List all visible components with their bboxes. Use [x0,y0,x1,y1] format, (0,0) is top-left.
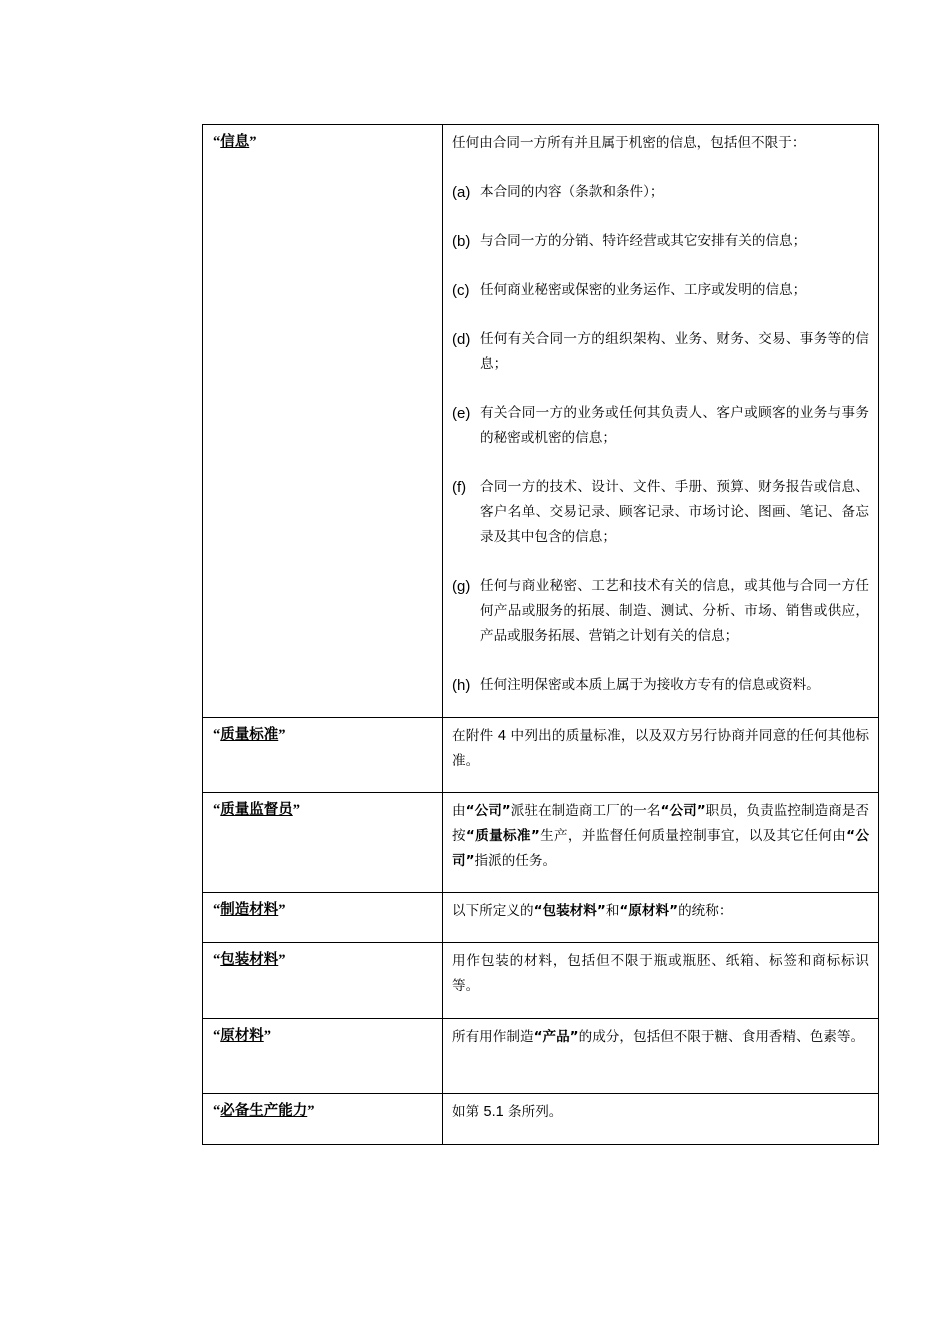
definition-text: 在附件 4 中列出的质量标准，以及双方另行协商并同意的任何其他标准。 [452,728,870,769]
definition-cell [443,943,879,1019]
term-label: “质量标准” [213,727,286,743]
definition-row-manufacturing-materials [203,893,879,943]
list-item: (c) 任何商业秘密或保密的业务运作、工序或发明的信息； [452,282,807,299]
list-item: (g) 任何与商业秘密、工艺和技术有关的信息，或其他与合同一方任何产品或服务的拓展、制造、测试、分析、市场、销售或供应，产品或服务拓展、营销之计划有关的信息； [452,578,869,644]
term-cell [203,1094,443,1145]
term-cell [203,1019,443,1094]
definition-cell [443,718,879,793]
definition-cell [443,793,879,893]
definition-row-required-capacity [203,1094,879,1145]
list-item: (f) 合同一方的技术、设计、文件、手册、预算、财务报告或信息、客户名单、交易记录、顾客记录、市场讨论、图画、笔记、备忘录及其中包含的信息； [452,479,869,545]
definitions-table [202,124,879,1145]
definition-row-quality-inspector [203,793,879,893]
definition-row-quality-standard [203,718,879,793]
definition-text: 所有用作制造“产品”的成分，包括但不限于糖、食用香精、色素等。 [452,1029,865,1045]
term-label: “信息” [213,134,257,150]
term-cell [203,893,443,943]
definition-row-raw-materials [203,1019,879,1094]
term-label: “包装材料” [213,952,286,968]
term-label: “原材料” [213,1028,271,1044]
definition-text: 由“公司”派驻在制造商工厂的一名“公司”职员，负责监控制造商是否按“质量标准”生产，并监督任何质量控制事宜，以及其它任何由“公司”指派的任务。 [452,803,870,869]
definition-cell [443,893,879,943]
term-cell [203,125,443,718]
term-cell [203,718,443,793]
term-label: “必备生产能力” [213,1103,315,1119]
definition-text: 以下所定义的“包装材料”和“原材料”的统称： [452,903,733,919]
list-item: (h) 任何注明保密或本质上属于为接收方专有的信息或资料。 [452,677,820,694]
definition-cell [443,1094,879,1145]
term-cell [203,943,443,1019]
list-item: (d) 任何有关合同一方的组织架构、业务、财务、交易、事务等的信息； [452,331,869,372]
definition-text: 如第 5.1 条所列。 [452,1104,563,1120]
list-item: (b) 与合同一方的分销、特许经营或其它安排有关的信息； [452,233,807,250]
definition-cell [443,125,879,718]
definition-cell [443,1019,879,1094]
definition-intro: 任何由合同一方所有并且属于机密的信息，包括但不限于： [452,135,806,151]
term-cell [203,793,443,893]
definition-row-information [203,125,879,718]
list-item: (a) 本合同的内容（条款和条件）； [452,184,664,201]
definition-row-packaging-materials [203,943,879,1019]
term-label: “质量监督员” [213,802,300,818]
list-item: (e) 有关合同一方的业务或任何其负责人、客户或顾客的业务与事务的秘密或机密的信息； [452,405,869,446]
term-label: “制造材料” [213,902,286,918]
definition-text: 用作包装的材料，包括但不限于瓶或瓶胚、纸箱、标签和商标标识等。 [452,953,869,994]
